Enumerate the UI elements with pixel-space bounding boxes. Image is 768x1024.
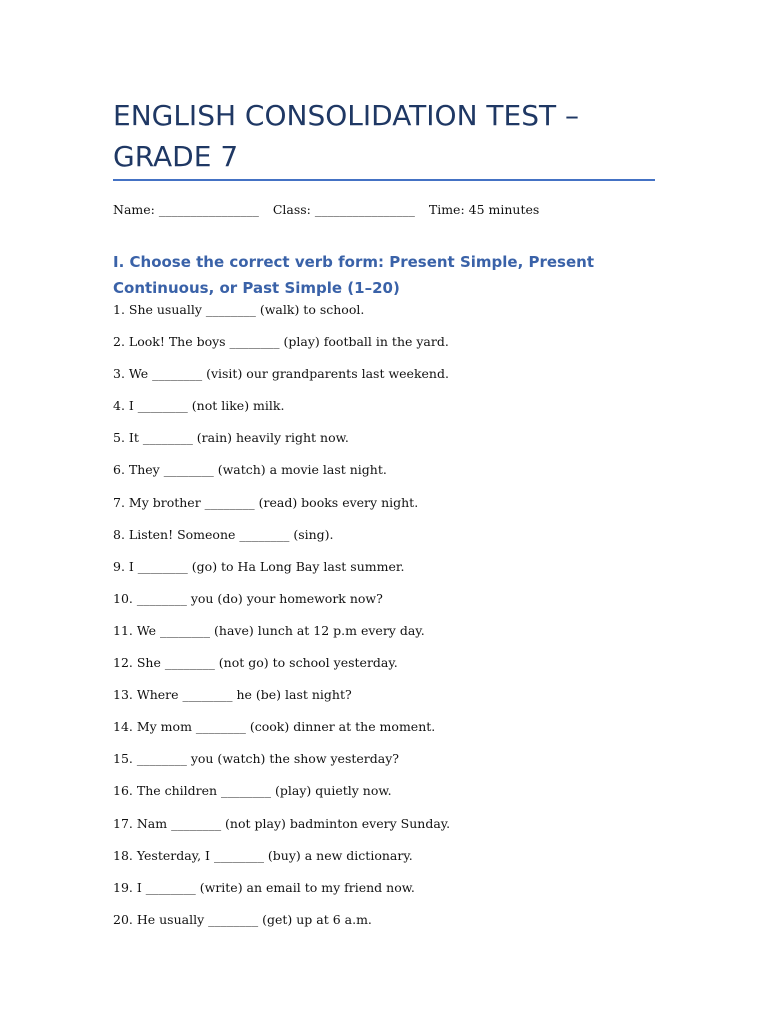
- question-item: 19. I ________ (write) an email to my friend now.: [113, 879, 415, 895]
- question-item: 17. Nam ________ (not play) badminton every Sunday.: [113, 815, 451, 831]
- time-field: Time: 45 minutes: [428, 202, 540, 217]
- question-item: 4. I ________ (not like) milk.: [113, 398, 285, 414]
- section-heading: I. Choose the correct verb form: Present Simple, Present Continuous, or Past Simple (1–20): [113, 253, 595, 297]
- document-title: ENGLISH CONSOLIDATION TEST – GRADE 7: [113, 99, 579, 173]
- question-item: 5. It ________ (rain) heavily right now.: [113, 430, 349, 446]
- question-item: 12. She ________ (not go) to school yesterday.: [113, 655, 398, 671]
- question-list: [113, 300, 450, 942]
- question-item: 8. Listen! Someone ________ (sing).: [113, 526, 334, 542]
- question-item: 6. They ________ (watch) a movie last night.: [113, 462, 387, 478]
- question-item: 15. ________ you (watch) the show yesterday?: [113, 751, 399, 767]
- student-info-line: [113, 200, 539, 220]
- question-item: 10. ________ you (do) your homework now?: [113, 590, 383, 606]
- question-item: 20. He usually ________ (get) up at 6 a.m.: [113, 911, 372, 927]
- title-divider: [113, 179, 655, 181]
- name-field: Name: ________________: [113, 202, 259, 217]
- question-item: 2. Look! The boys ________ (play) football in the yard.: [113, 334, 449, 350]
- class-field: Class: ________________: [272, 202, 415, 217]
- question-item: 7. My brother ________ (read) books every night.: [113, 494, 419, 510]
- question-item: 14. My mom ________ (cook) dinner at the moment.: [113, 719, 436, 735]
- question-item: 13. Where ________ he (be) last night?: [113, 687, 352, 703]
- question-item: 3. We ________ (visit) our grandparents last weekend.: [113, 366, 449, 382]
- question-item: 16. The children ________ (play) quietly now.: [113, 783, 392, 799]
- question-item: 11. We ________ (have) lunch at 12 p.m every day.: [113, 622, 425, 638]
- question-item: 18. Yesterday, I ________ (buy) a new dictionary.: [113, 847, 413, 863]
- question-item: 1. She usually ________ (walk) to school.: [113, 302, 365, 317]
- question-item: 9. I ________ (go) to Ha Long Bay last summer.: [113, 558, 405, 574]
